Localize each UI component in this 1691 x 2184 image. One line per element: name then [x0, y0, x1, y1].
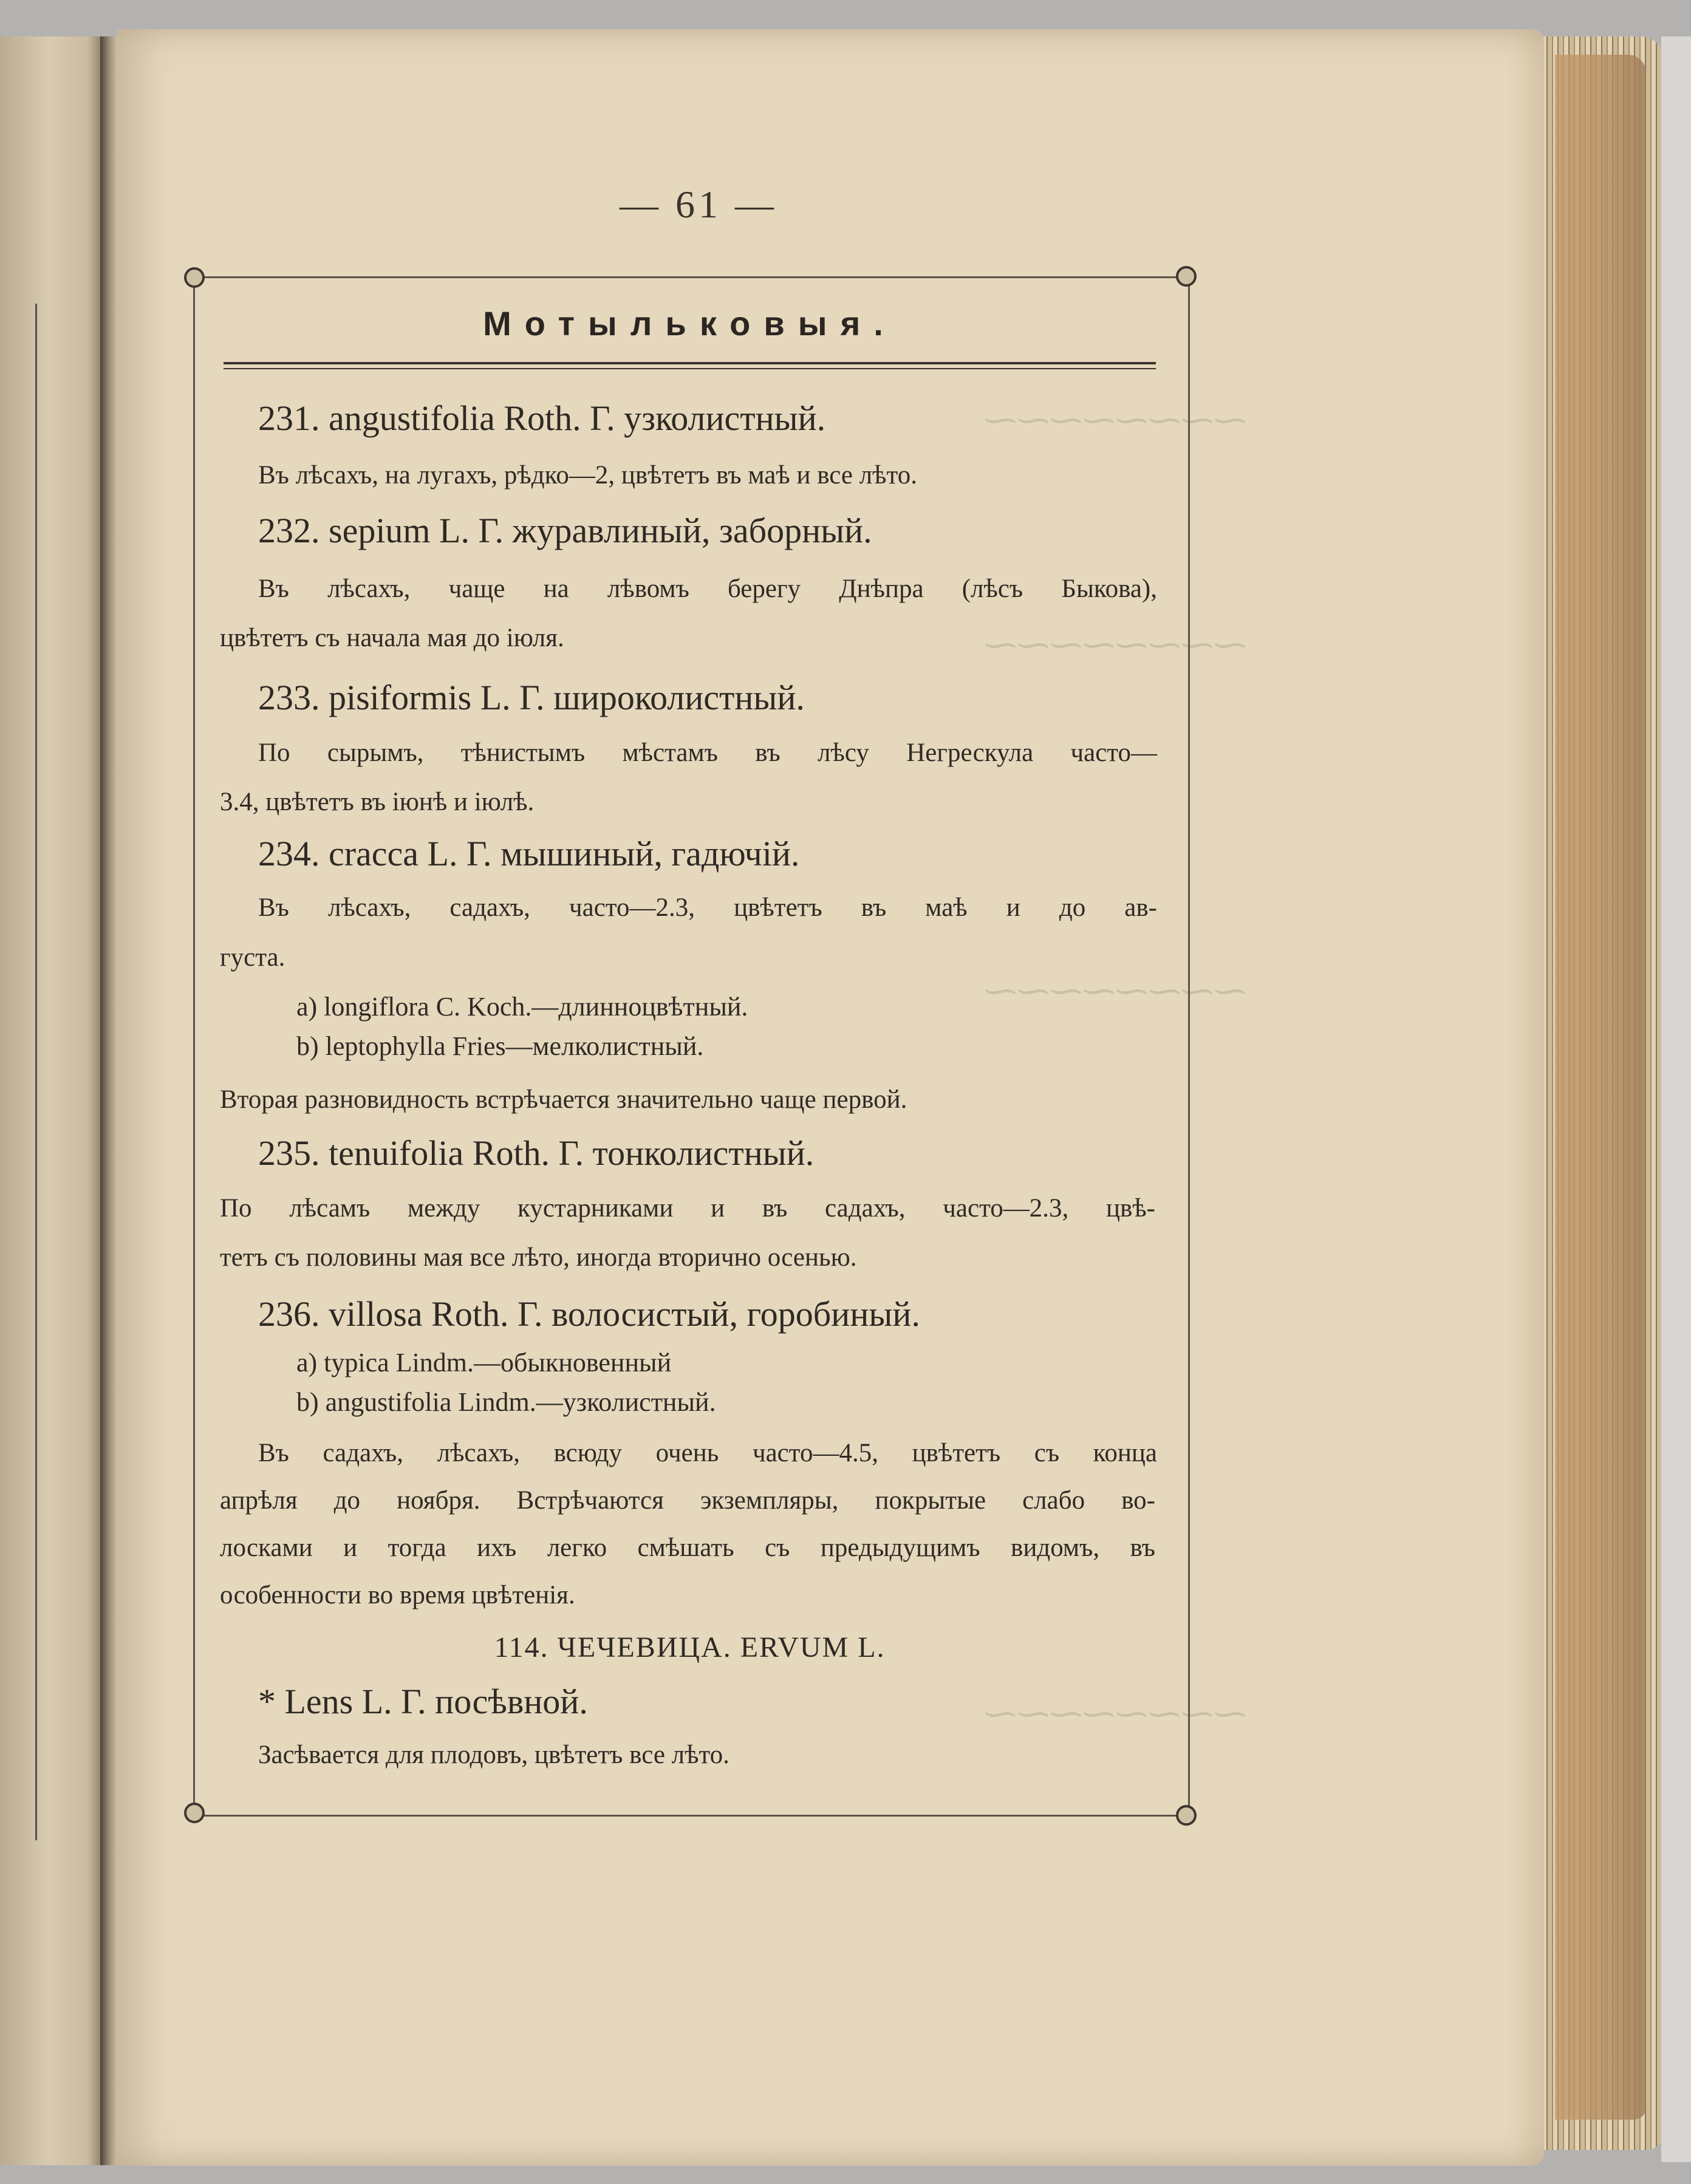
species-heading: 233. pisiformis L. Г. широколистный.: [258, 678, 805, 717]
species-description: особенности во время цвѣтенія.: [220, 1581, 575, 1609]
heading-rule: [224, 368, 1156, 369]
corner-ornament-icon: [1176, 1805, 1197, 1826]
species-heading: 232. sepium L. Г. журавлиный, заборный.: [258, 511, 872, 550]
facing-left-page: [0, 36, 109, 2165]
species-description: Въ лѣсахъ, садахъ, часто—2.3, цвѣтетъ въ маѣ и до ав-: [258, 893, 1157, 922]
corner-ornament-icon: [1176, 266, 1197, 287]
species-description: Засѣвается для плодовъ, цвѣтетъ все лѣто.: [258, 1741, 729, 1769]
variety-line: b) angustifolia Lindm.—узколистный.: [296, 1387, 716, 1417]
species-heading: 234. cracca L. Г. мышиный, гадючій.: [258, 834, 800, 873]
genus-heading: 114. ЧЕЧЕВИЦА. ERVUM L.: [494, 1631, 886, 1664]
variety-line: b) leptophylla Fries—мелколистный.: [296, 1031, 704, 1061]
species-heading: 235. tenuifolia Roth. Г. тонколистный.: [258, 1133, 815, 1173]
species-description: тетъ съ половины мая все лѣто, иногда вторично осенью.: [220, 1243, 857, 1272]
corner-ornament-icon: [184, 267, 205, 288]
background-margin: [1661, 36, 1691, 2162]
show-through-decoration: ⁓⁓⁓⁓⁓⁓⁓⁓: [984, 627, 1246, 663]
species-heading: 231. angustifolia Roth. Г. узколистный.: [258, 398, 826, 438]
book-spine: [100, 36, 118, 2165]
family-heading: Мотыльковыя.: [483, 304, 897, 343]
heading-rule: [224, 362, 1156, 364]
species-description: Въ лѣсахъ, на лугахъ, рѣдко—2, цвѣтетъ въ маѣ и все лѣто.: [258, 461, 917, 490]
species-description: апрѣля до ноября. Встрѣчаются экземпляры, покрытые слабо во-: [220, 1486, 1155, 1515]
species-description: лосками и тогда ихъ легко смѣшать съ предыдущимъ видомъ, въ: [220, 1534, 1155, 1562]
species-description: По сырымъ, тѣнистымъ мѣстамъ въ лѣсу Негрескула часто—: [258, 739, 1157, 767]
variety-line: a) longiflora C. Koch.—длинноцвѣтный.: [296, 992, 748, 1022]
show-through-decoration: ⁓⁓⁓⁓⁓⁓⁓⁓: [984, 973, 1246, 1009]
species-description: цвѣтетъ съ начала мая до іюля.: [220, 624, 564, 652]
corner-ornament-icon: [184, 1803, 205, 1823]
show-through-decoration: ⁓⁓⁓⁓⁓⁓⁓⁓: [984, 1696, 1246, 1732]
species-description: Въ лѣсахъ, чаще на лѣвомъ берегу Днѣпра (лѣсъ Быкова),: [258, 575, 1157, 603]
show-through-decoration: ⁓⁓⁓⁓⁓⁓⁓⁓: [984, 402, 1246, 439]
species-heading: * Lens L. Г. посѣвной.: [258, 1682, 588, 1721]
species-heading: 236. villosa Roth. Г. волосистый, горобиный.: [258, 1294, 920, 1334]
worn-page-edges: [1555, 55, 1646, 2120]
page-number: — 61 —: [620, 183, 777, 226]
species-description: густа.: [220, 943, 285, 972]
left-page-frame: [0, 304, 37, 1840]
species-description: 3.4, цвѣтетъ въ іюнѣ и іюлѣ.: [220, 788, 535, 816]
species-note: Вторая разновидность встрѣчается значительно чаще первой.: [220, 1085, 907, 1114]
species-description: По лѣсамъ между кустарниками и въ садахъ, часто—2.3, цвѣ-: [220, 1194, 1155, 1223]
variety-line: a) typica Lindm.—обыкновенный: [296, 1348, 672, 1377]
species-description: Въ садахъ, лѣсахъ, всюду очень часто—4.5, цвѣтетъ съ конца: [258, 1439, 1157, 1467]
